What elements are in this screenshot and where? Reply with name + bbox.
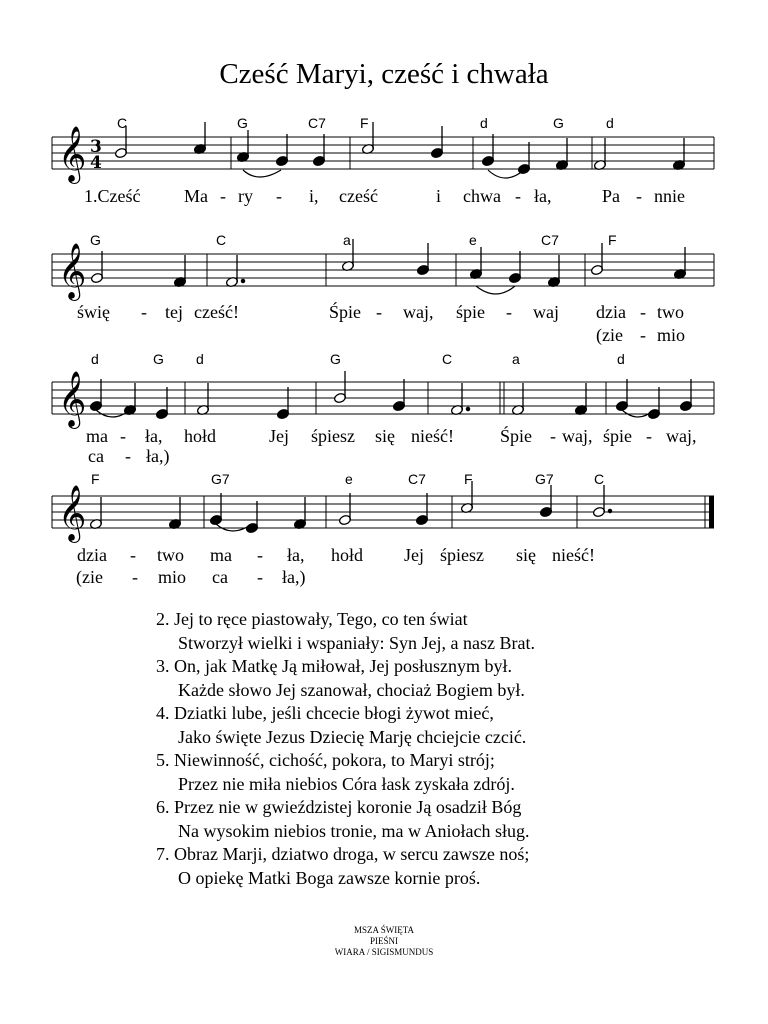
time-signature-top: 3 [90, 137, 102, 157]
chord: C [117, 115, 128, 131]
lyric-syllable: - [646, 426, 652, 446]
note-dot [241, 279, 244, 282]
lyric-syllable: ła, [287, 545, 305, 565]
slur [243, 170, 281, 177]
time-signature-bottom: 4 [90, 153, 102, 173]
staff-4 [52, 496, 714, 528]
lyric-syllable: hołd [184, 426, 217, 446]
lyric-syllable-alt: ca [88, 446, 104, 466]
lyric-syllable: - [130, 545, 136, 565]
lyric-syllable: cześć! [194, 302, 239, 322]
lyric-syllable: nieść! [411, 426, 454, 446]
lyric-syllable: nnie [654, 186, 685, 206]
lyric-syllable: Pa [602, 186, 620, 206]
lyric-syllable-alt: - [640, 325, 646, 345]
lyric-syllable: - [636, 186, 642, 206]
verse-line: 4. Dziatki lube, jeśli chcecie błogi żywot mieć, [156, 703, 494, 723]
verse-6 [156, 796, 535, 843]
treble-clef-1: 𝄞 [58, 126, 87, 182]
footer-line: MSZA ŚWIĘTA [353, 925, 415, 935]
chord: C7 [541, 232, 559, 248]
lyric-syllable-alt: - [257, 567, 263, 587]
note-dot [608, 509, 611, 512]
chord: C [216, 232, 227, 248]
lyric-syllable: waj, [666, 426, 697, 446]
lyric-syllable: ry [238, 186, 253, 206]
lyric-syllable: ła, [145, 426, 163, 446]
chord: a [512, 351, 520, 367]
verse-line: Przez nie miła niebios Córa łask zyskała zdrój. [178, 773, 515, 794]
chord: G [237, 115, 248, 131]
chord: d [196, 351, 204, 367]
verse-line: O opiekę Matki Boga zawsze kornie proś. [178, 867, 481, 888]
chord: d [91, 351, 99, 367]
verses-block [156, 608, 535, 890]
treble-clef-4: 𝄞 [58, 485, 87, 541]
lyric-syllable: waj [533, 302, 559, 322]
footer-line: WIARA / SIGISMUNDUS [334, 947, 434, 957]
lyric-syllable: dzia [596, 302, 626, 322]
lyric-syllable: - [506, 302, 512, 322]
lyric-syllable: ma [86, 426, 108, 446]
lyric-syllable: Jej [269, 426, 289, 446]
lyric-syllable: się [516, 545, 536, 565]
lyric-syllable: - [515, 186, 521, 206]
lyric-syllable: waj, [403, 302, 434, 322]
verse-line: 6. Przez nie w gwieździstej koronie Ją osadził Bóg [156, 797, 522, 817]
lyric-syllable: chwa [463, 186, 501, 206]
lyric-syllable-alt: (zie [76, 567, 103, 587]
lyric-syllable-alt: - [125, 446, 131, 466]
chord: G7 [211, 471, 230, 487]
note-dot [466, 407, 469, 410]
lyric-syllable: - [141, 302, 147, 322]
chord: d [617, 351, 625, 367]
chord: F [360, 115, 369, 131]
lyric-syllable: - [640, 302, 646, 322]
lyric-syllable: Ma [184, 186, 208, 206]
verse-4 [156, 702, 535, 749]
chord: C7 [408, 471, 426, 487]
lyric-syllable: - [120, 426, 126, 446]
lyric-syllable: śpie [603, 426, 632, 446]
treble-clef-2: 𝄞 [58, 243, 87, 299]
chord: G [90, 232, 101, 248]
chord: G [330, 351, 341, 367]
lyric-syllable: hołd [331, 545, 364, 565]
lyric-syllable: - [257, 545, 263, 565]
staff-2 [52, 254, 714, 286]
chord: G [153, 351, 164, 367]
lyric-syllable: tej [165, 302, 183, 322]
lyric-syllable-alt: mio [657, 325, 686, 345]
verse-3 [156, 655, 535, 702]
chord: d [480, 115, 488, 131]
lyric-syllable: i [436, 186, 442, 206]
lyric-syllable: waj, [562, 426, 593, 446]
lyric-syllable: two [157, 545, 184, 565]
chord: C7 [308, 115, 326, 131]
footer-line: PIEŚNI [369, 936, 398, 946]
verse-line: 3. On, jak Matkę Ją miłował, Jej posłusznym był. [156, 656, 512, 676]
staff-3 [52, 382, 714, 414]
footer [0, 925, 768, 958]
lyric-syllable: - [376, 302, 382, 322]
treble-clef-3: 𝄞 [58, 371, 87, 427]
chord: e [345, 471, 353, 487]
verse-line: 2. Jej to ręce piastowały, Tego, co ten świat [156, 609, 468, 629]
verse-line: Jako święte Jezus Dziecię Marję chciejcie czcić. [178, 726, 527, 747]
lyric-syllable: ma [210, 545, 232, 565]
chord: F [608, 232, 617, 248]
chord: C [442, 351, 453, 367]
lyric-syllable-alt: (zie [596, 325, 623, 345]
chord: G7 [535, 471, 554, 487]
verse-line: Stworzył wielki i wspaniały: Syn Jej, a nasz Brat. [178, 632, 535, 653]
lyric-syllable: śpiesz [311, 426, 355, 446]
verse-line: Każde słowo Jej szanował, chociaż Bogiem był. [178, 679, 525, 700]
lyric-syllable: nieść! [552, 545, 595, 565]
chord: C [594, 471, 605, 487]
lyric-syllable: Jej [404, 545, 424, 565]
verse-7 [156, 843, 535, 890]
chord: a [343, 232, 351, 248]
lyric-syllable: cześć [339, 186, 378, 206]
lyric-syllable: Śpie [329, 302, 362, 322]
song-title: Cześć Maryi, cześć i chwała [219, 58, 549, 90]
chord: F [464, 471, 473, 487]
verse-2 [156, 608, 535, 655]
lyric-syllable: dzia [77, 545, 107, 565]
verse-5 [156, 749, 535, 796]
lyric-syllable: - [276, 186, 282, 206]
slur [476, 286, 515, 294]
lyric-syllable: śpie [456, 302, 485, 322]
lyric-syllable: - [550, 426, 556, 446]
chord: F [91, 471, 100, 487]
lyric-syllable: i, [309, 186, 319, 206]
final-barline [709, 496, 714, 528]
verse-line: 7. Obraz Marji, dziatwo droga, w sercu zawsze noś; [156, 844, 530, 864]
verse-line: Na wysokim niebios tronie, ma w Aniołach sług. [178, 820, 530, 841]
lyric-syllable-alt: ła,) [282, 567, 306, 587]
lyric-syllable: Śpie [500, 426, 533, 446]
lyric-syllable: ła, [534, 186, 552, 206]
lyric-syllable-alt: - [132, 567, 138, 587]
lyric-syllable: 1.Cześć [84, 186, 141, 206]
lyric-syllable: świę [77, 302, 110, 322]
lyric-syllable: - [220, 186, 226, 206]
lyric-syllable: się [375, 426, 395, 446]
chord: d [606, 115, 614, 131]
lyric-syllable-alt: mio [158, 567, 187, 587]
lyric-syllable: śpiesz [440, 545, 484, 565]
lyric-syllable: two [657, 302, 684, 322]
chord: G [553, 115, 564, 131]
lyric-syllable-alt: ca [212, 567, 228, 587]
chord: e [469, 232, 477, 248]
staff-1 [52, 137, 714, 169]
lyric-syllable-alt: ła,) [146, 446, 170, 466]
verse-line: 5. Niewinność, cichość, pokora, to Maryi strój; [156, 750, 495, 770]
